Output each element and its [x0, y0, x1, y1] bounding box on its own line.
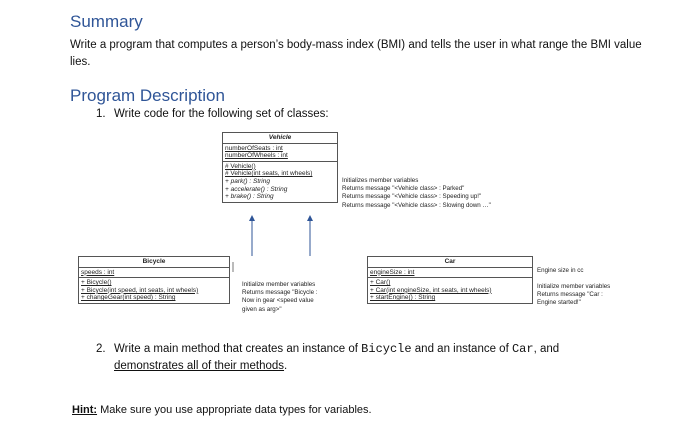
item2-text: and an instance of [411, 343, 512, 355]
field: numberOfWheels : int [225, 152, 288, 160]
item2-text: , and [533, 343, 560, 355]
bicycle-notes [242, 281, 317, 314]
field: numberOfSeats : int [225, 144, 283, 152]
bicycle-class-title: Bicycle [79, 257, 229, 268]
field: speeds : int [81, 268, 115, 276]
note: Initializes member variables [342, 177, 419, 184]
vehicle-methods [223, 162, 337, 202]
note: Returns message "Car : [537, 291, 603, 299]
car-methods [368, 278, 532, 303]
code-car: Car [511, 342, 534, 356]
car-fields [368, 268, 532, 279]
method: # Vehicle() [225, 162, 256, 170]
hint-text: Make sure you use appropriate data types for variables. [97, 404, 372, 416]
method: + changeGear(int speed) : String [81, 294, 176, 302]
list-number: 2. [96, 343, 106, 355]
note: Initialize member variables [242, 281, 316, 288]
vehicle-class-box [222, 132, 338, 203]
hint-label: Hint: [72, 404, 98, 416]
note: Returns message "<Vehicle class> : Parked" [342, 185, 465, 193]
bicycle-class-box [78, 256, 230, 304]
bicycle-fields [79, 268, 229, 279]
description-heading: Program Description [70, 86, 225, 105]
bicycle-methods [79, 278, 229, 303]
method: + Bicycle() [81, 279, 112, 287]
car-notes [537, 283, 610, 308]
list-number: 1. [96, 108, 106, 120]
code-bicycle: Bicycle [361, 342, 412, 356]
method: + Bicycle(int speed, int seats, int wheels) [81, 286, 199, 294]
method: + accelerate() : String [225, 185, 288, 193]
car-class-title: Car [368, 257, 532, 268]
note: Engine size in cc [537, 267, 584, 274]
car-note-engine [537, 267, 583, 275]
method: + Car(int engineSize, int seats, int wheels) [370, 286, 492, 294]
note: Initialize member variables [537, 283, 611, 290]
item2-text: . [284, 360, 288, 372]
vehicle-fields [223, 144, 337, 162]
list-item-2 [96, 341, 656, 375]
hint [72, 404, 372, 416]
method: + Car() [370, 279, 391, 287]
method: # Vehicle(int seats, int wheels) [225, 170, 313, 178]
note: Engine started!" [537, 299, 581, 307]
summary-text: Write a program that computes a person’s body-mass index (BMI) and tells the user in what range the BMI value lies. [70, 39, 642, 68]
note: given as arg>" [242, 305, 282, 313]
item2-text: Write a main method that creates an instance of [114, 343, 362, 355]
method: + park() : String [225, 177, 270, 185]
car-class-box [367, 256, 533, 304]
item2-underlined: demonstrates all of their methods [114, 360, 285, 372]
note: Returns message "<Vehicle class> : Slowing down …" [342, 201, 491, 209]
method: + startEngine() : String [370, 294, 436, 302]
list-item-text: Write code for the following set of classes: [114, 108, 329, 120]
vehicle-notes [342, 177, 491, 210]
summary-heading: Summary [70, 12, 143, 31]
note: Returns message "<Vehicle class> : Speeding up!" [342, 193, 482, 201]
method: + brake() : String [225, 193, 274, 201]
note: Now in gear <speed value [242, 297, 314, 305]
field: engineSize : int [370, 268, 415, 276]
vehicle-class-title: Vehicle [223, 133, 337, 144]
note: Returns message "Bicycle : [242, 289, 318, 297]
